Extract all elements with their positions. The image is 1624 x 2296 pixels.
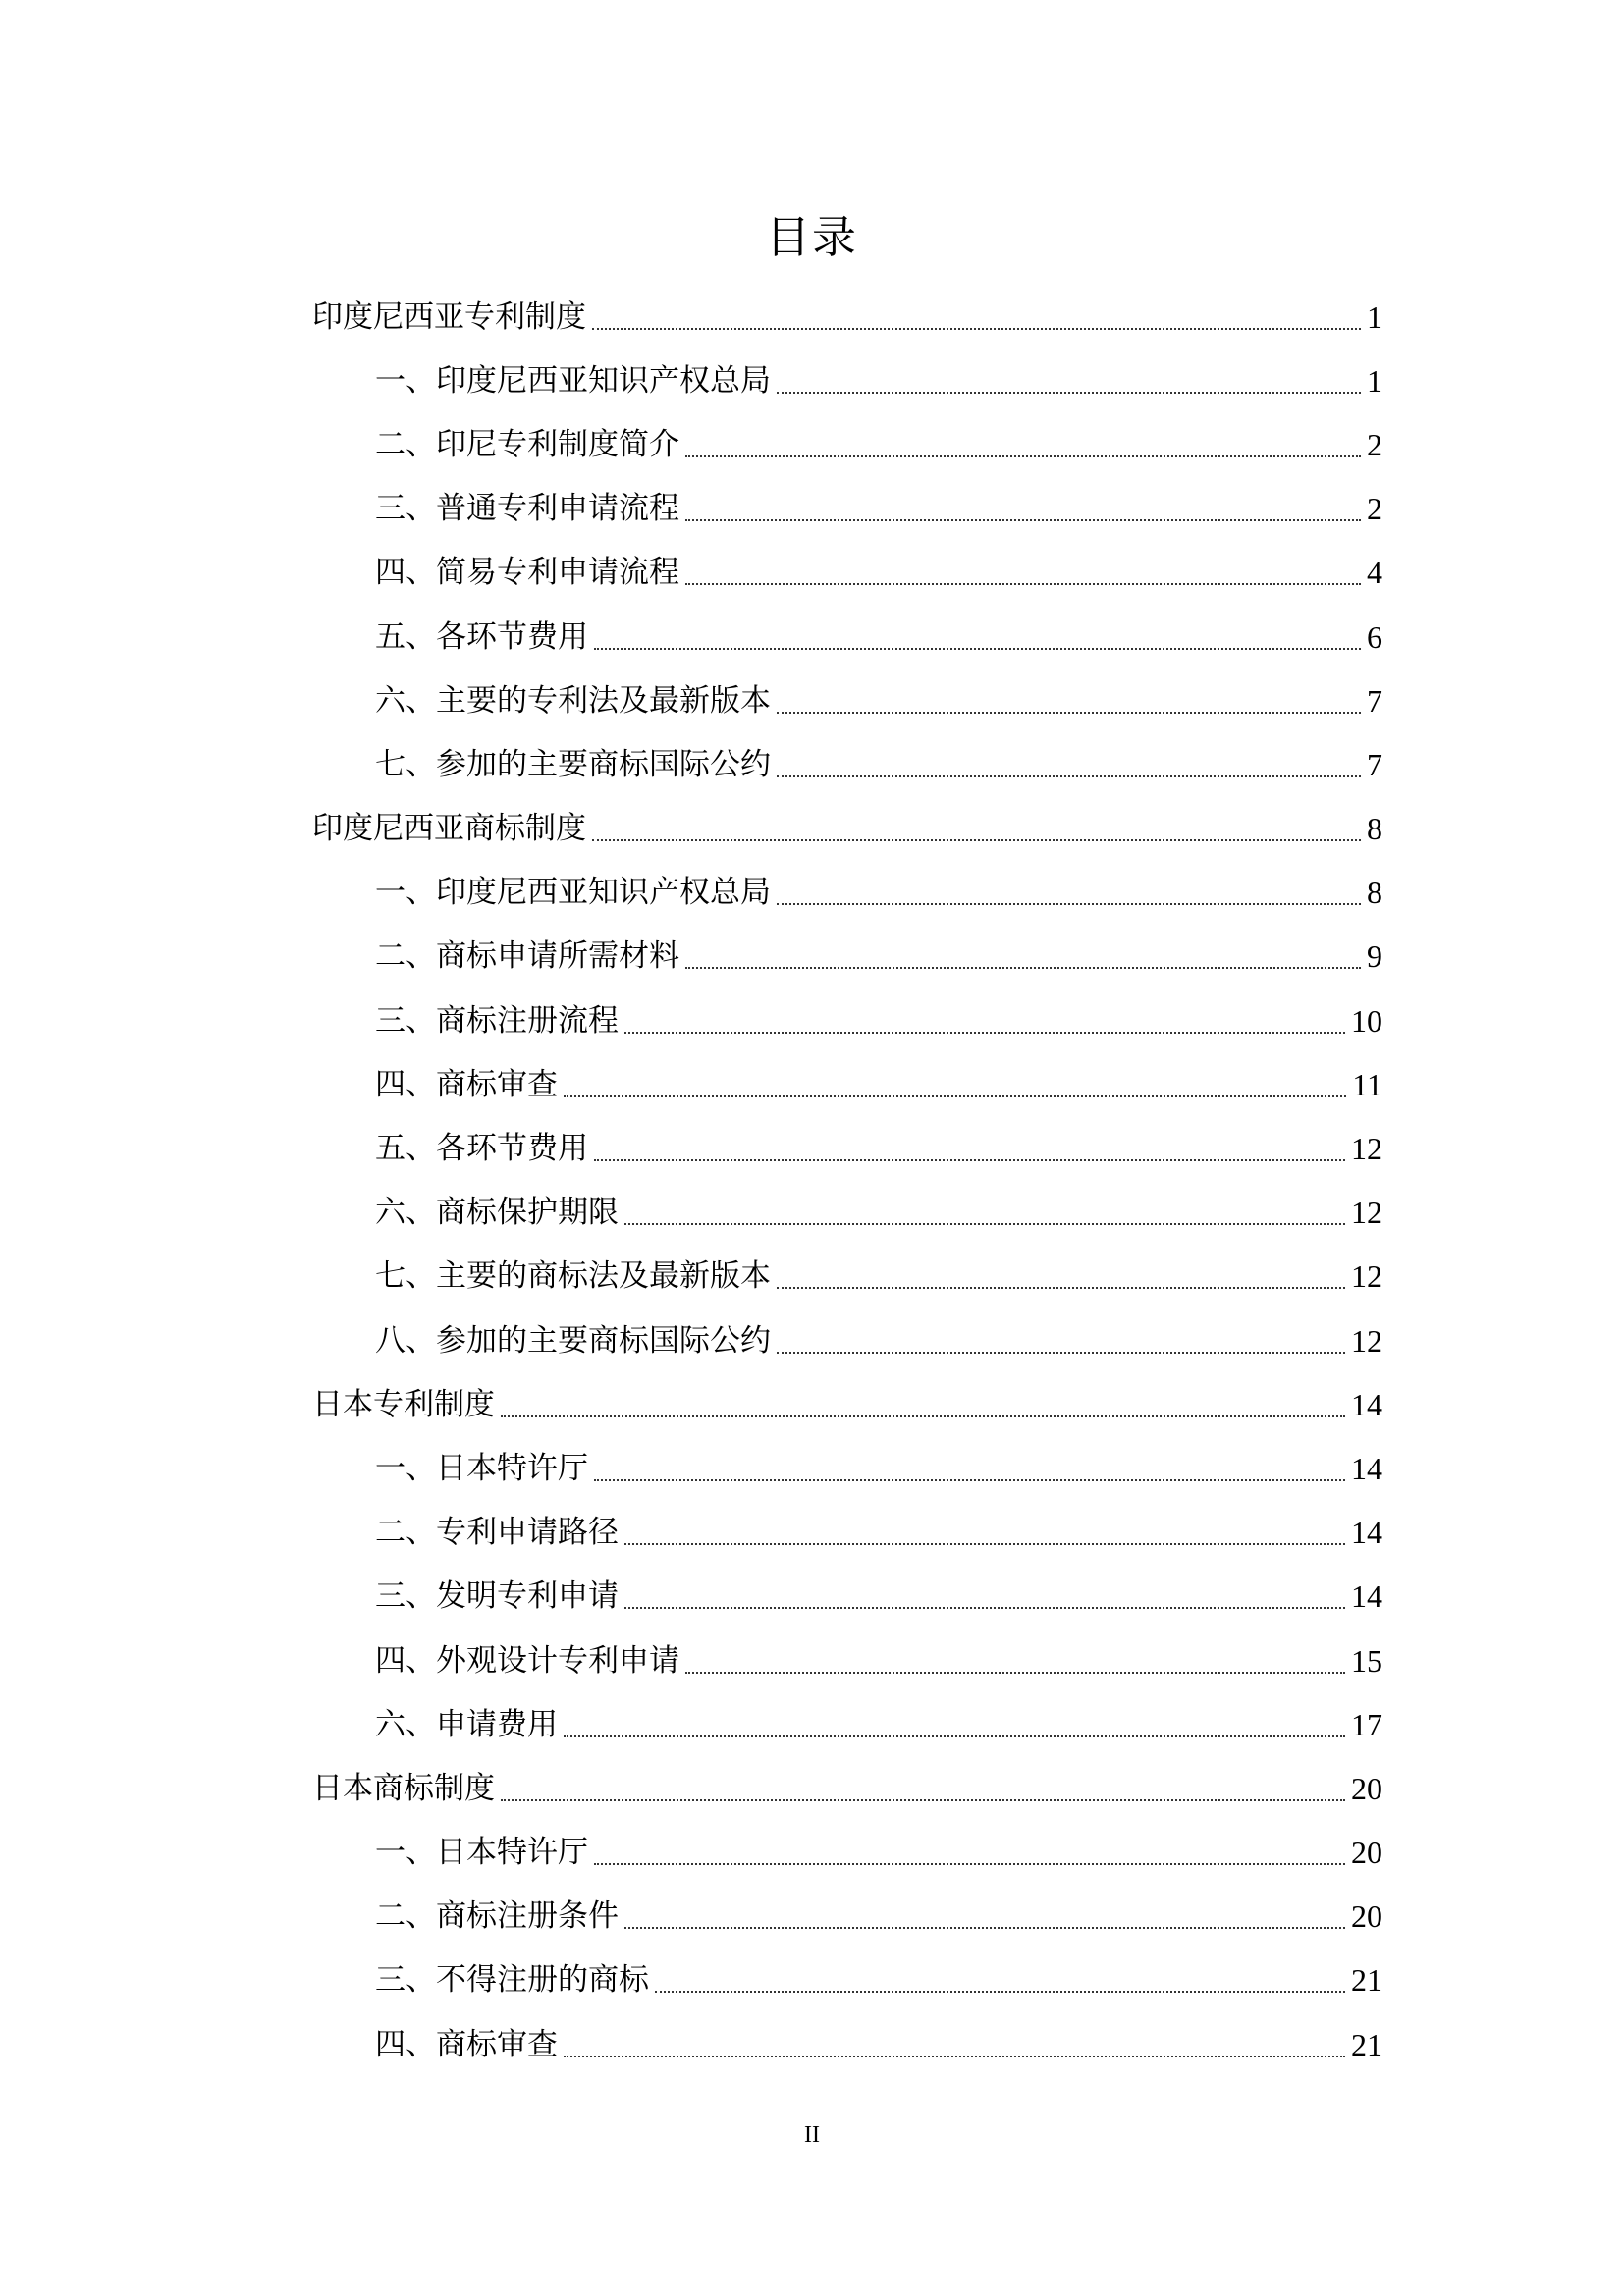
toc-entry-title: 六、申请费用 (375, 1706, 558, 1742)
toc-page-number: 14 (1351, 1386, 1382, 1422)
toc-page-number: 7 (1367, 746, 1382, 782)
toc-section-entry[interactable] (312, 1372, 1382, 1436)
toc-dot-leader (592, 328, 1361, 330)
toc-dot-leader (624, 1607, 1345, 1609)
toc-dot-leader (777, 1287, 1345, 1289)
toc-subsection-entry[interactable] (312, 412, 1382, 476)
toc-entry-title: 六、商标保护期限 (375, 1195, 619, 1231)
toc-page-number: 14 (1351, 1450, 1382, 1486)
toc-dot-leader (624, 1543, 1345, 1545)
toc-subsection-entry[interactable] (312, 2012, 1382, 2076)
toc-page-number: 12 (1351, 1258, 1382, 1295)
toc-entry-title: 七、参加的主要商标国际公约 (375, 746, 771, 782)
toc-page-number: 8 (1367, 811, 1382, 847)
toc-dot-leader (777, 903, 1361, 905)
toc-section-entry[interactable] (312, 285, 1382, 348)
toc-dot-leader (777, 1352, 1345, 1354)
toc-subsection-entry[interactable] (312, 1436, 1382, 1500)
toc-subsection-entry[interactable] (312, 1821, 1382, 1885)
toc-dot-leader (592, 839, 1361, 841)
toc-dot-leader (624, 1927, 1345, 1929)
toc-subsection-entry[interactable] (312, 668, 1382, 732)
toc-section-entry[interactable] (312, 797, 1382, 861)
toc-subsection-entry[interactable] (312, 348, 1382, 412)
toc-entry-title: 一、日本特许厅 (375, 1835, 588, 1871)
toc-entry-title: 六、主要的专利法及最新版本 (375, 682, 771, 719)
toc-subsection-entry[interactable] (312, 477, 1382, 541)
page-title: 目录 (765, 211, 858, 263)
toc-entry-title: 三、商标注册流程 (375, 1002, 619, 1039)
toc-subsection-entry[interactable] (312, 1501, 1382, 1565)
toc-entry-title: 五、各环节费用 (375, 618, 588, 655)
toc-page-number: 17 (1351, 1706, 1382, 1742)
toc-subsection-entry[interactable] (312, 1629, 1382, 1692)
toc-dot-leader (777, 392, 1361, 394)
toc-page-number: 4 (1367, 555, 1382, 591)
toc-subsection-entry[interactable] (312, 1181, 1382, 1245)
toc-entry-title: 二、商标申请所需材料 (375, 938, 679, 975)
toc-page-number: 14 (1351, 1578, 1382, 1615)
toc-entry-title: 日本商标制度 (312, 1770, 495, 1806)
toc-subsection-entry[interactable] (312, 605, 1382, 668)
toc-dot-leader (685, 1672, 1345, 1674)
toc-subsection-entry[interactable] (312, 541, 1382, 605)
toc-subsection-entry[interactable] (312, 1885, 1382, 1949)
toc-entry-title: 日本专利制度 (312, 1386, 495, 1422)
toc-page-number: 2 (1367, 426, 1382, 462)
toc-subsection-entry[interactable] (312, 1116, 1382, 1180)
toc-page-number: 15 (1351, 1642, 1382, 1679)
toc-subsection-entry[interactable] (312, 1949, 1382, 2012)
toc-dot-leader (624, 1032, 1345, 1034)
toc-page-number: 9 (1367, 938, 1382, 975)
toc-subsection-entry[interactable] (312, 1245, 1382, 1308)
toc-entry-title: 八、参加的主要商标国际公约 (375, 1322, 771, 1359)
toc-entry-title: 三、发明专利申请 (375, 1578, 619, 1615)
toc-entry-title: 二、专利申请路径 (375, 1515, 619, 1551)
toc-page-number: 12 (1351, 1322, 1382, 1359)
toc-page-number: 7 (1367, 682, 1382, 719)
toc-subsection-entry[interactable] (312, 1052, 1382, 1116)
toc-dot-leader (685, 583, 1361, 585)
toc-entry-title: 一、印度尼西亚知识产权总局 (375, 362, 771, 399)
toc-subsection-entry[interactable] (312, 925, 1382, 988)
toc-dot-leader (564, 1095, 1346, 1097)
toc-page-number: 11 (1352, 1066, 1382, 1102)
toc-page-number: 21 (1351, 1962, 1382, 1999)
toc-dot-leader (624, 1223, 1345, 1225)
toc-entry-title: 一、印度尼西亚知识产权总局 (375, 875, 771, 911)
toc-subsection-entry[interactable] (312, 861, 1382, 925)
toc-page-number: 8 (1367, 875, 1382, 911)
toc-dot-leader (501, 1799, 1345, 1801)
toc-entry-title: 印度尼西亚专利制度 (312, 298, 586, 335)
toc-page-number: 20 (1351, 1770, 1382, 1806)
table-of-contents (312, 285, 1382, 2076)
toc-dot-leader (501, 1415, 1345, 1417)
toc-entry-title: 四、商标审查 (375, 1066, 558, 1102)
toc-entry-title: 一、日本特许厅 (375, 1450, 588, 1486)
toc-entry-title: 二、印尼专利制度简介 (375, 426, 679, 462)
toc-subsection-entry[interactable] (312, 1308, 1382, 1372)
toc-dot-leader (685, 455, 1361, 457)
toc-dot-leader (777, 712, 1361, 714)
toc-dot-leader (594, 1159, 1345, 1161)
toc-dot-leader (777, 775, 1361, 777)
toc-page-number: 2 (1367, 491, 1382, 527)
toc-section-entry[interactable] (312, 1756, 1382, 1820)
toc-entry-title: 二、商标注册条件 (375, 1898, 619, 1935)
toc-entry-title: 四、商标审查 (375, 2026, 558, 2062)
toc-page-number: 10 (1351, 1002, 1382, 1039)
toc-dot-leader (564, 2056, 1345, 2057)
toc-subsection-entry[interactable] (312, 1565, 1382, 1629)
page-number: II (804, 2122, 820, 2148)
toc-dot-leader (594, 1479, 1345, 1481)
toc-subsection-entry[interactable] (312, 1692, 1382, 1756)
toc-entry-title: 四、简易专利申请流程 (375, 555, 679, 591)
toc-dot-leader (564, 1735, 1345, 1737)
toc-subsection-entry[interactable] (312, 732, 1382, 796)
toc-page-number: 14 (1351, 1515, 1382, 1551)
toc-dot-leader (594, 648, 1361, 650)
toc-entry-title: 四、外观设计专利申请 (375, 1642, 679, 1679)
toc-subsection-entry[interactable] (312, 988, 1382, 1052)
toc-entry-title: 印度尼西亚商标制度 (312, 811, 586, 847)
toc-dot-leader (655, 1991, 1345, 1993)
toc-entry-title: 三、普通专利申请流程 (375, 491, 679, 527)
toc-page-number: 20 (1351, 1898, 1382, 1935)
toc-page-number: 12 (1351, 1131, 1382, 1167)
toc-entry-title: 三、不得注册的商标 (375, 1962, 649, 1999)
toc-dot-leader (594, 1863, 1345, 1865)
toc-dot-leader (685, 519, 1361, 521)
toc-page-number: 20 (1351, 1835, 1382, 1871)
toc-entry-title: 五、各环节费用 (375, 1131, 588, 1167)
toc-page-number: 12 (1351, 1195, 1382, 1231)
toc-page-number: 1 (1367, 362, 1382, 399)
toc-page-number: 6 (1367, 618, 1382, 655)
toc-page-number: 1 (1367, 298, 1382, 335)
toc-dot-leader (685, 967, 1361, 969)
toc-entry-title: 七、主要的商标法及最新版本 (375, 1258, 771, 1295)
toc-page-number: 21 (1351, 2026, 1382, 2062)
